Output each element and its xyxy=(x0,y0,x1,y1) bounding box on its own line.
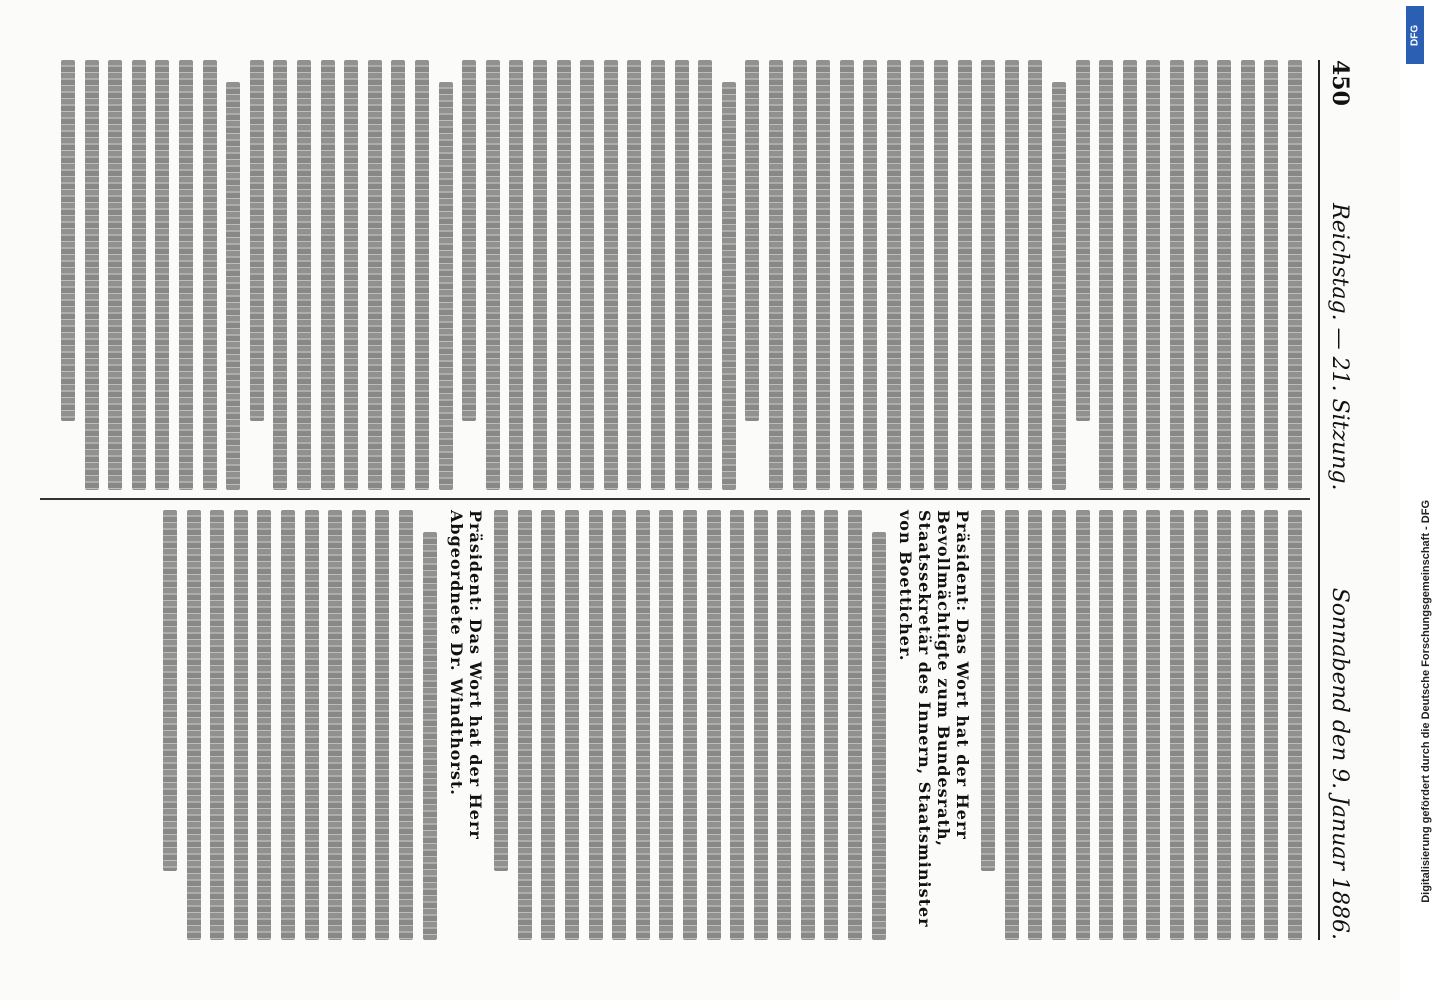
text-line xyxy=(494,510,508,871)
text-line xyxy=(1217,60,1231,490)
text-line xyxy=(636,510,650,940)
text-line xyxy=(777,510,791,940)
text-line xyxy=(321,60,335,490)
text-line xyxy=(769,60,783,490)
text-line xyxy=(557,60,571,490)
text-line xyxy=(375,510,389,940)
session-title: Reichstag. — 21. Sitzung. xyxy=(1327,203,1353,491)
column-divider xyxy=(40,498,1310,500)
text-line xyxy=(61,60,75,421)
text-line xyxy=(683,510,697,940)
text-line xyxy=(541,510,555,940)
text-line xyxy=(1076,60,1090,421)
text-line xyxy=(1076,510,1090,940)
text-line xyxy=(305,510,319,940)
text-line xyxy=(911,60,925,490)
text-line xyxy=(1241,510,1255,940)
text-line xyxy=(604,60,618,490)
rotated-page-content xyxy=(10,20,1390,980)
text-line xyxy=(981,510,995,871)
text-line xyxy=(415,60,429,490)
text-line xyxy=(1264,60,1278,490)
text-line xyxy=(210,510,224,940)
text-line xyxy=(203,60,217,490)
text-line xyxy=(1146,510,1160,940)
session-date: Sonnabend den 9. Januar 1886. xyxy=(1327,587,1353,940)
text-line xyxy=(1123,510,1137,940)
dfg-notice: Digitalisierung gefördert durch die Deutsche Forschungsgemeinschaft - DFG xyxy=(1420,500,1432,903)
text-line xyxy=(698,60,712,490)
text-line xyxy=(1005,60,1019,490)
text-line xyxy=(580,60,594,490)
speaker-heading: Präsident: Das Wort hat der Herr Bevollmächtigte zum Bundesrath, Staatssekretär des Innern, Staatsminister von Boetticher. xyxy=(895,510,972,928)
text-line xyxy=(754,510,768,940)
text-line xyxy=(675,60,689,490)
text-line xyxy=(1170,60,1184,490)
text-line xyxy=(825,510,839,940)
text-line xyxy=(1005,510,1019,940)
text-column-left xyxy=(40,60,1302,490)
text-line xyxy=(234,510,248,940)
text-line xyxy=(1028,510,1042,940)
text-line xyxy=(1241,60,1255,490)
text-line xyxy=(1028,60,1042,490)
text-line xyxy=(627,60,641,490)
text-line xyxy=(1170,510,1184,940)
text-line xyxy=(840,60,854,490)
text-line xyxy=(156,60,170,490)
text-line xyxy=(1217,510,1231,940)
text-line xyxy=(297,60,311,490)
speaker-heading: Präsident: Das Wort hat der Herr Abgeordnete Dr. Windthorst. xyxy=(446,510,485,840)
text-line xyxy=(1264,510,1278,940)
text-line xyxy=(1146,60,1160,490)
text-line xyxy=(352,510,366,940)
text-line xyxy=(707,510,721,940)
text-line xyxy=(391,60,405,490)
text-line xyxy=(1288,60,1302,490)
text-line xyxy=(1099,60,1113,490)
page-header xyxy=(1318,60,1360,940)
text-line xyxy=(887,60,901,490)
text-line xyxy=(226,82,240,490)
text-line xyxy=(281,510,295,940)
text-line xyxy=(659,510,673,940)
dfg-logo: DFG xyxy=(1406,6,1424,64)
text-line xyxy=(722,82,736,490)
text-line xyxy=(187,510,201,940)
text-line xyxy=(1123,60,1137,490)
text-line xyxy=(565,510,579,940)
page-number: 450 xyxy=(1327,60,1353,106)
text-line xyxy=(872,532,886,940)
text-column-right xyxy=(40,510,1302,940)
text-line xyxy=(730,510,744,940)
text-line xyxy=(589,510,603,940)
text-line xyxy=(1099,510,1113,940)
text-line xyxy=(612,510,626,940)
text-line xyxy=(518,510,532,940)
text-line xyxy=(509,60,523,490)
text-line xyxy=(1052,510,1066,940)
text-line xyxy=(273,60,287,490)
text-line xyxy=(423,532,437,940)
text-line xyxy=(250,60,264,421)
text-line xyxy=(793,60,807,490)
text-line xyxy=(85,60,99,490)
text-line xyxy=(848,510,862,940)
text-line xyxy=(163,510,177,871)
text-line xyxy=(801,510,815,940)
text-line xyxy=(439,82,453,490)
text-line xyxy=(257,510,271,940)
text-line xyxy=(399,510,413,940)
text-line xyxy=(745,60,759,421)
text-line xyxy=(1052,82,1066,490)
text-line xyxy=(462,60,476,421)
text-line xyxy=(368,60,382,490)
text-line xyxy=(1288,510,1302,940)
text-line xyxy=(179,60,193,490)
text-line xyxy=(863,60,877,490)
dfg-strip xyxy=(1402,0,1432,1000)
text-line xyxy=(958,60,972,490)
text-line xyxy=(1194,60,1208,490)
text-line xyxy=(328,510,342,940)
text-line xyxy=(108,60,122,490)
text-line xyxy=(651,60,665,490)
text-line xyxy=(981,60,995,490)
text-line xyxy=(934,60,948,490)
text-line xyxy=(533,60,547,490)
text-line xyxy=(1194,510,1208,940)
text-line xyxy=(132,60,146,490)
text-line xyxy=(486,60,500,490)
text-line xyxy=(344,60,358,490)
text-line xyxy=(816,60,830,490)
